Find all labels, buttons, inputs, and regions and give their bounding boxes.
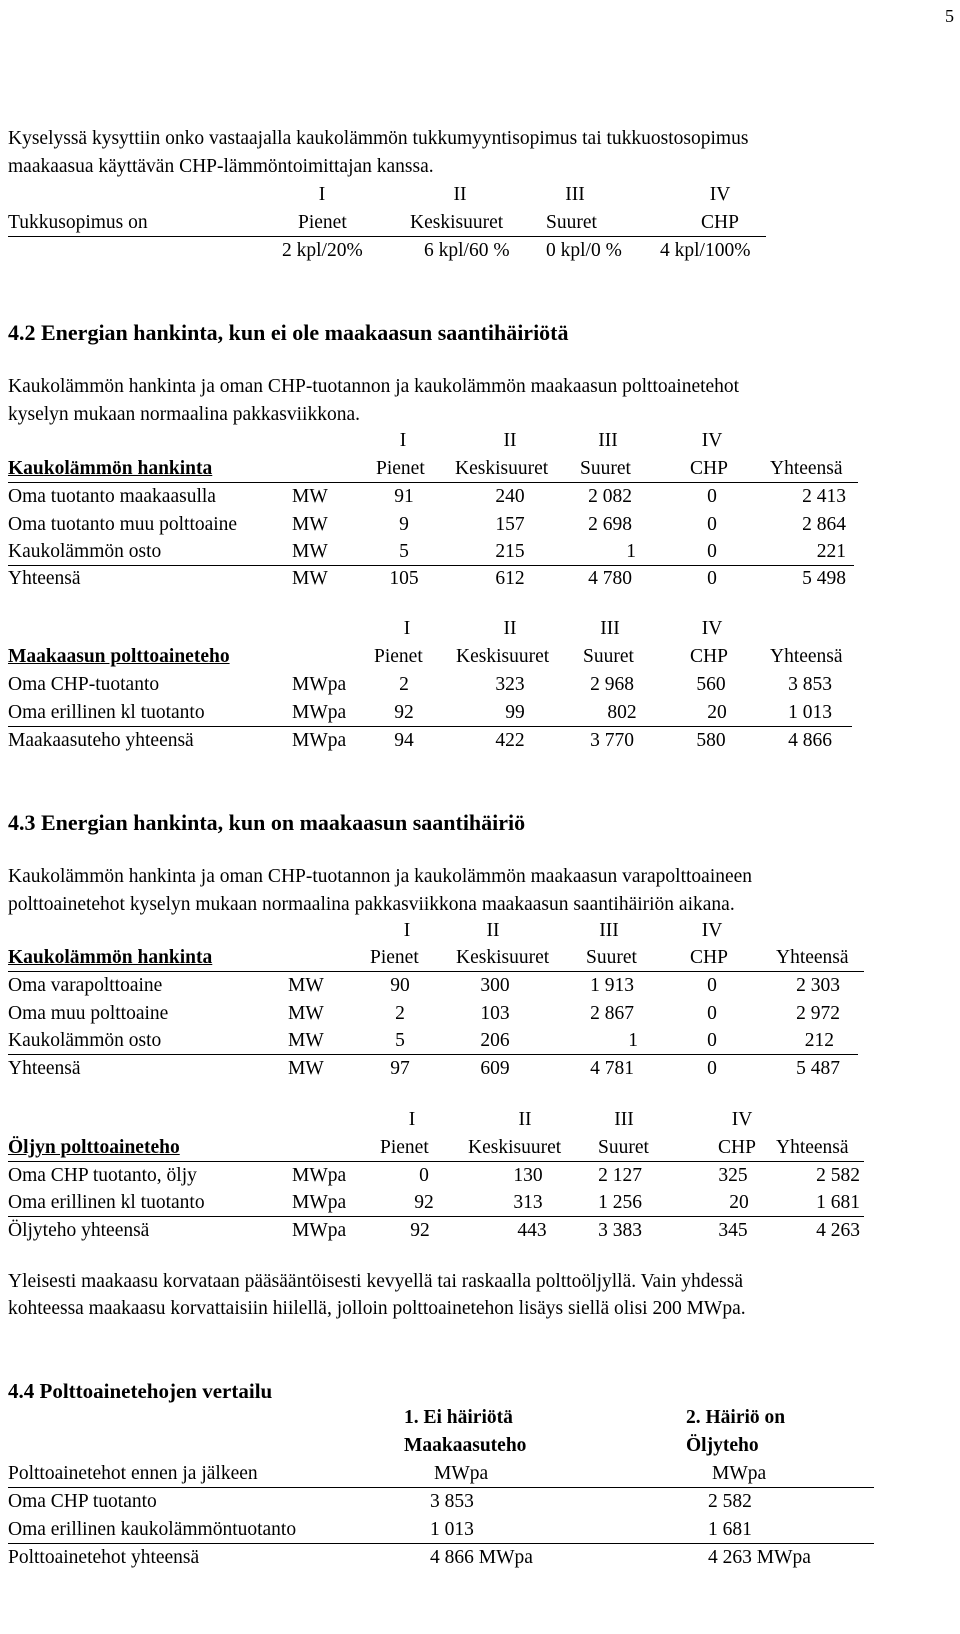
- header-rule: [8, 1487, 874, 1488]
- cell-pienet: 2: [399, 674, 409, 695]
- cell-chp: 345: [718, 1220, 748, 1241]
- col2-title: 2. Häiriö on: [686, 1407, 786, 1428]
- col1-subtitle: Maakaasuteho: [404, 1435, 527, 1456]
- row-col1: 4 866 MWpa: [430, 1547, 533, 1568]
- roman-i: I: [403, 920, 411, 941]
- row-col2: 4 263 MWpa: [708, 1547, 811, 1568]
- row-label: Oma erillinen kaukolämmöntuotanto: [8, 1519, 297, 1540]
- cell-keskisuuret: 103: [480, 1003, 510, 1024]
- row-label: Oma varapolttoaine: [8, 975, 163, 996]
- sum-rule: [8, 1216, 864, 1217]
- row-col1: 3 853: [430, 1491, 474, 1512]
- cell-keskisuuret: 99: [505, 702, 525, 723]
- header-keskisuuret: Keskisuuret: [468, 1137, 562, 1158]
- section-4-2-heading: 4.2 Energian hankinta, kun ei ole maakaasun saantihäiriötä: [8, 320, 569, 345]
- cell-chp: 20: [707, 702, 727, 723]
- row-col1: 1 013: [430, 1519, 474, 1540]
- roman-i: I: [399, 430, 407, 451]
- cell-chp: 580: [696, 730, 726, 751]
- value-chp: 4 kpl/100%: [660, 240, 751, 261]
- col2-subtitle: Öljyteho: [686, 1435, 759, 1456]
- row-unit: MW: [292, 568, 328, 589]
- col1-title: 1. Ei häiriötä: [404, 1407, 513, 1428]
- row-col2: 1 681: [708, 1519, 752, 1540]
- cell-total: 4 866: [788, 730, 832, 751]
- row-label: Maakaasuteho yhteensä: [8, 730, 194, 751]
- row-unit: MW: [288, 1003, 324, 1024]
- row-label: Yhteensä: [8, 568, 81, 589]
- header-total: Yhteensä: [776, 1137, 849, 1158]
- cell-chp: 0: [707, 1030, 717, 1051]
- cell-keskisuuret: 422: [495, 730, 525, 751]
- cell-chp: 20: [729, 1192, 749, 1213]
- row-label: Oma tuotanto muu polttoaine: [8, 514, 238, 535]
- row-label: Oma erillinen kl tuotanto: [8, 1192, 205, 1213]
- roman-i: I: [403, 618, 411, 639]
- cell-keskisuuret: 206: [480, 1030, 510, 1051]
- roman-iii: III: [600, 618, 620, 639]
- row-unit: MW: [288, 1030, 324, 1051]
- note-line-2: kohteessa maakaasu korvattaisiin hiilellä, jolloin polttoainetehon lisäys siellä olisi 200 MWpa.: [8, 1298, 746, 1319]
- cell-pienet: 91: [394, 486, 414, 507]
- row-label: Yhteensä: [8, 1058, 81, 1079]
- row-unit: MWpa: [292, 1220, 347, 1241]
- cell-chp: 0: [707, 514, 717, 535]
- cell-pienet: 105: [389, 568, 419, 589]
- roman-iv: IV: [701, 618, 723, 639]
- row-label: Oma tuotanto maakaasulla: [8, 486, 216, 507]
- row-label: Oma CHP tuotanto, öljy: [8, 1165, 197, 1186]
- row-label: Polttoainetehot ennen ja jälkeen: [8, 1463, 258, 1484]
- header-total: Yhteensä: [776, 947, 849, 968]
- cell-suuret: 1 913: [590, 975, 634, 996]
- cell-pienet: 5: [399, 541, 409, 562]
- group-chp: CHP: [701, 212, 739, 233]
- cell-keskisuuret: 443: [517, 1220, 547, 1241]
- cell-total: 1 681: [816, 1192, 860, 1213]
- section-4-4-heading: 4.4 Polttoainetehojen vertailu: [8, 1379, 273, 1403]
- cell-total: 3 853: [788, 674, 832, 695]
- cell-keskisuuret: 300: [480, 975, 510, 996]
- header-rule: [8, 971, 864, 972]
- row-label: Kaukolämmön osto: [8, 541, 162, 562]
- cell-chp: 560: [696, 674, 726, 695]
- roman-iv: IV: [731, 1109, 753, 1130]
- header-rule: [8, 482, 858, 483]
- row-unit: MWpa: [292, 702, 347, 723]
- header-suuret: Suuret: [598, 1137, 649, 1158]
- table-header-label: Kaukolämmön hankinta: [8, 458, 213, 479]
- row-col2: MWpa: [712, 1463, 767, 1484]
- cell-total: 2 303: [796, 975, 840, 996]
- table-header-label: Öljyn polttoaineteho: [8, 1137, 180, 1158]
- contract-rule: [8, 236, 766, 237]
- cell-suuret: 4 781: [590, 1058, 634, 1079]
- cell-total: 2 864: [802, 514, 846, 535]
- roman-iv: IV: [709, 184, 731, 205]
- roman-iv: IV: [701, 920, 723, 941]
- roman-ii: II: [503, 618, 517, 639]
- cell-chp: 0: [707, 541, 717, 562]
- header-suuret: Suuret: [583, 646, 634, 667]
- contract-label: Tukkusopimus on: [8, 212, 148, 233]
- cell-chp: 0: [707, 486, 717, 507]
- roman-iii: III: [599, 920, 619, 941]
- cell-pienet: 90: [390, 975, 410, 996]
- intro-line-1: Kyselyssä kysyttiin onko vastaajalla kaukolämmön tukkumyyntisopimus tai tukkuostosopimus: [8, 128, 749, 149]
- note-line-1: Yleisesti maakaasu korvataan pääsääntöisesti kevyellä tai raskaalla polttoöljyllä. Vain yhdessä: [8, 1271, 743, 1292]
- cell-suuret: 2 082: [588, 486, 632, 507]
- roman-ii: II: [453, 184, 467, 205]
- cell-pienet: 92: [394, 702, 414, 723]
- cell-total: 2 413: [802, 486, 846, 507]
- header-rule: [8, 1161, 864, 1162]
- cell-chp: 325: [718, 1165, 748, 1186]
- value-keskisuuret: 6 kpl/60 %: [424, 240, 510, 261]
- value-suuret: 0 kpl/0 %: [546, 240, 622, 261]
- cell-pienet: 9: [399, 514, 409, 535]
- group-pienet: Pienet: [298, 212, 347, 233]
- cell-keskisuuret: 609: [480, 1058, 510, 1079]
- cell-total: 5 498: [802, 568, 846, 589]
- header-keskisuuret: Keskisuuret: [456, 947, 550, 968]
- section-4-3-para-line-2: polttoainetehot kyselyn mukaan normaalina pakkasviikkona maakaasun saantihäiriön aikana.: [8, 894, 735, 915]
- roman-iv: IV: [701, 430, 723, 451]
- sum-rule: [8, 1543, 874, 1544]
- row-label: Oma CHP tuotanto: [8, 1491, 157, 1512]
- cell-suuret: 3 770: [590, 730, 634, 751]
- header-chp: CHP: [690, 947, 728, 968]
- cell-chp: 0: [707, 568, 717, 589]
- row-unit: MWpa: [292, 730, 347, 751]
- table-header-label: Kaukolämmön hankinta: [8, 947, 213, 968]
- cell-pienet: 92: [410, 1220, 430, 1241]
- cell-total: 212: [804, 1030, 834, 1051]
- cell-total: 4 263: [816, 1220, 860, 1241]
- header-pienet: Pienet: [374, 646, 423, 667]
- row-unit: MW: [288, 1058, 324, 1079]
- cell-suuret: 1: [628, 1030, 638, 1051]
- header-keskisuuret: Keskisuuret: [456, 646, 550, 667]
- value-pienet: 2 kpl/20%: [282, 240, 363, 261]
- sum-rule: [8, 1054, 858, 1055]
- row-unit: MWpa: [292, 1165, 347, 1186]
- sum-rule: [8, 726, 852, 727]
- table-header-label: Maakaasun polttoaineteho: [8, 646, 230, 667]
- header-pienet: Pienet: [370, 947, 419, 968]
- header-total: Yhteensä: [770, 458, 843, 479]
- cell-total: 221: [816, 541, 846, 562]
- cell-keskisuuret: 215: [495, 541, 525, 562]
- row-unit: MW: [292, 541, 328, 562]
- header-chp: CHP: [718, 1137, 756, 1158]
- row-unit: MWpa: [292, 1192, 347, 1213]
- row-label: Kaukolämmön osto: [8, 1030, 162, 1051]
- row-unit: MW: [292, 486, 328, 507]
- sum-rule: [8, 565, 854, 566]
- cell-suuret: 2 127: [598, 1165, 642, 1186]
- cell-suuret: 1: [626, 541, 636, 562]
- cell-pienet: 5: [395, 1030, 405, 1051]
- cell-suuret: 802: [607, 702, 637, 723]
- roman-ii: II: [486, 920, 500, 941]
- group-keskisuuret: Keskisuuret: [410, 212, 504, 233]
- header-total: Yhteensä: [770, 646, 843, 667]
- header-keskisuuret: Keskisuuret: [455, 458, 549, 479]
- roman-iii: III: [565, 184, 585, 205]
- roman-iii: III: [598, 430, 618, 451]
- section-4-2-para-line-1: Kaukolämmön hankinta ja oman CHP-tuotannon ja kaukolämmön maakaasun polttoainetehot: [8, 376, 740, 397]
- row-label: Oma muu polttoaine: [8, 1003, 169, 1024]
- cell-suuret: 3 383: [598, 1220, 642, 1241]
- cell-chp: 0: [707, 1003, 717, 1024]
- header-suuret: Suuret: [586, 947, 637, 968]
- row-label: Oma CHP-tuotanto: [8, 674, 160, 695]
- cell-pienet: 0: [419, 1165, 429, 1186]
- roman-i: I: [318, 184, 326, 205]
- header-pienet: Pienet: [380, 1137, 429, 1158]
- cell-total: 2 582: [816, 1165, 860, 1186]
- cell-pienet: 97: [390, 1058, 410, 1079]
- cell-keskisuuret: 157: [495, 514, 525, 535]
- cell-suuret: 1 256: [598, 1192, 642, 1213]
- roman-i: I: [408, 1109, 416, 1130]
- cell-pienet: 92: [414, 1192, 434, 1213]
- roman-iii: III: [614, 1109, 634, 1130]
- cell-total: 2 972: [796, 1003, 840, 1024]
- row-label: Polttoainetehot yhteensä: [8, 1547, 200, 1568]
- group-suuret: Suuret: [546, 212, 597, 233]
- cell-keskisuuret: 612: [495, 568, 525, 589]
- row-unit: MW: [292, 514, 328, 535]
- cell-pienet: 94: [394, 730, 414, 751]
- cell-pienet: 2: [395, 1003, 405, 1024]
- header-suuret: Suuret: [580, 458, 631, 479]
- header-chp: CHP: [690, 646, 728, 667]
- header-pienet: Pienet: [376, 458, 425, 479]
- cell-keskisuuret: 240: [495, 486, 525, 507]
- cell-suuret: 4 780: [588, 568, 632, 589]
- row-unit: MW: [288, 975, 324, 996]
- section-4-3-heading: 4.3 Energian hankinta, kun on maakaasun saantihäiriö: [8, 810, 526, 835]
- cell-keskisuuret: 313: [513, 1192, 543, 1213]
- roman-ii: II: [518, 1109, 532, 1130]
- cell-chp: 0: [707, 975, 717, 996]
- cell-suuret: 2 968: [590, 674, 634, 695]
- section-4-3-para-line-1: Kaukolämmön hankinta ja oman CHP-tuotannon ja kaukolämmön maakaasun varapolttoaineen: [8, 866, 753, 887]
- cell-suuret: 2 867: [590, 1003, 634, 1024]
- roman-ii: II: [503, 430, 517, 451]
- section-4-2-para-line-2: kyselyn mukaan normaalina pakkasviikkona.: [8, 404, 360, 425]
- row-unit: MWpa: [292, 674, 347, 695]
- row-label: Oma erillinen kl tuotanto: [8, 702, 205, 723]
- row-col1: MWpa: [434, 1463, 489, 1484]
- cell-keskisuuret: 323: [495, 674, 525, 695]
- cell-suuret: 2 698: [588, 514, 632, 535]
- page-number: 5: [945, 6, 954, 26]
- cell-total: 5 487: [796, 1058, 840, 1079]
- intro-line-2: maakaasua käyttävän CHP-lämmöntoimittajan kanssa.: [8, 156, 434, 177]
- row-col2: 2 582: [708, 1491, 752, 1512]
- row-label: Öljyteho yhteensä: [8, 1220, 150, 1241]
- header-chp: CHP: [690, 458, 728, 479]
- cell-total: 1 013: [788, 702, 832, 723]
- cell-keskisuuret: 130: [513, 1165, 543, 1186]
- cell-chp: 0: [707, 1058, 717, 1079]
